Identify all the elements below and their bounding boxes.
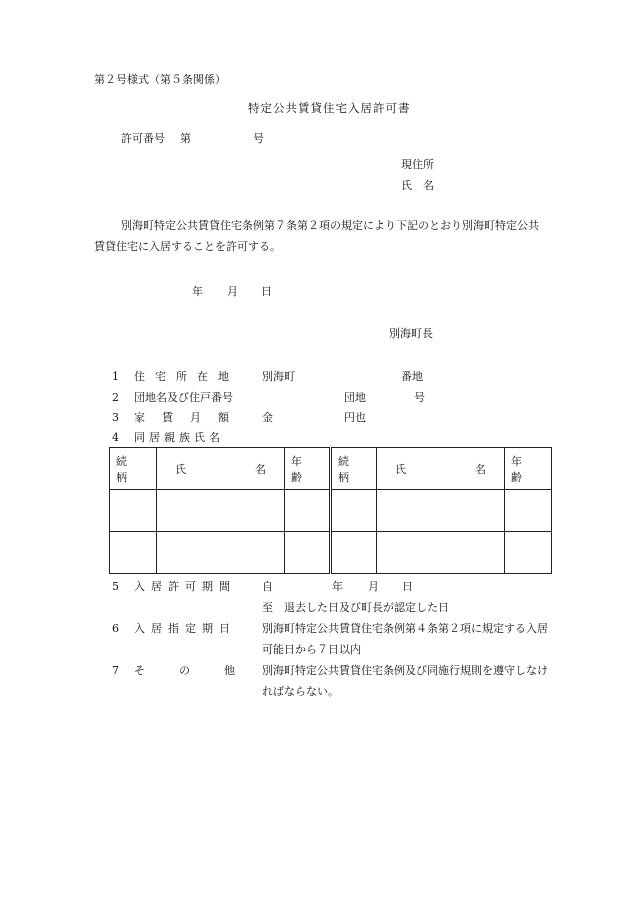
table-row <box>110 532 552 574</box>
item-1-town: 別海町 <box>262 370 295 383</box>
header-name <box>157 448 285 490</box>
header-age <box>285 448 331 490</box>
table-cell <box>110 490 157 532</box>
header-age-2-text: 年齢 <box>511 454 529 484</box>
item-7-line-2: ればならない。 <box>262 685 339 698</box>
header-relation-2-text: 続柄 <box>338 454 358 484</box>
item-6-line-1: 別海町特定公共賃貸住宅条例第４条第２項に規定する入居 <box>262 622 548 635</box>
table-cell <box>157 532 285 574</box>
address-label: 現住所 <box>401 158 434 171</box>
item-3-suffix: 円也 <box>344 411 366 424</box>
item-3-kin: 金 <box>262 411 273 424</box>
item-5-from: 自 <box>262 580 273 593</box>
item-7-label: その他 <box>134 664 269 677</box>
table-cell <box>377 490 505 532</box>
item-5-number: 5 <box>112 580 119 593</box>
item-2-danchi: 団地 <box>344 391 366 404</box>
item-3-number: 3 <box>112 411 119 424</box>
header-name-left: 氏 <box>175 462 186 476</box>
header-name-right: 名 <box>255 462 266 476</box>
table-cell <box>377 532 505 574</box>
header-age-text: 年齢 <box>291 454 309 484</box>
body-text-line-2: 賃貸住宅に入居することを許可する。 <box>94 240 281 253</box>
table-cell <box>331 490 377 532</box>
item-4-number: 4 <box>112 431 119 444</box>
item-5-label: 入居許可期間 <box>134 580 236 593</box>
table-cell <box>285 532 331 574</box>
issuer: 別海町長 <box>389 327 433 340</box>
table-header-row <box>110 448 552 490</box>
item-1-label <box>134 370 238 384</box>
document-title: 特定公共賃貸住宅入居許可書 <box>248 101 411 115</box>
table-cell <box>505 532 552 574</box>
permit-number-label: 許可番号 <box>121 132 165 145</box>
table-cell <box>110 532 157 574</box>
item-5-day: 日 <box>402 580 413 593</box>
header-age-2 <box>505 448 552 490</box>
item-6-label: 入居指定期日 <box>134 622 236 635</box>
date-day: 日 <box>261 285 272 298</box>
table-row <box>110 490 552 532</box>
permit-number-prefix: 第 <box>180 132 191 145</box>
item-6-number: 6 <box>112 622 119 635</box>
item-6-line-2: 可能日から７日以内 <box>262 643 361 656</box>
item-1-suffix: 番地 <box>401 370 423 383</box>
item-2-suffix: 号 <box>414 391 425 404</box>
item-4-label: 同居親族氏名 <box>134 431 224 444</box>
header-relation-text: 続柄 <box>116 454 136 484</box>
header-name-2-left: 氏 <box>395 462 406 476</box>
item-2-number: 2 <box>112 391 119 404</box>
item-2-label: 団地名及び住戸番号 <box>134 391 233 404</box>
header-relation-2 <box>331 448 377 490</box>
name-label: 氏 名 <box>401 179 434 192</box>
date-year: 年 <box>192 285 203 298</box>
table-cell <box>505 490 552 532</box>
body-text-line-1: 別海町特定公共賃貸住宅条例第７条第２項の規定により下記のとおり別海町特定公共 <box>121 219 539 232</box>
header-relation <box>110 448 157 490</box>
table-cell <box>331 532 377 574</box>
item-3-label: 家賃月額 <box>134 411 246 424</box>
permit-number-suffix: 号 <box>253 132 264 145</box>
family-members-table <box>109 447 552 574</box>
table-cell <box>285 490 331 532</box>
item-5-to: 至 退去した日及び町長が認定した日 <box>262 601 449 614</box>
item-1-label-text: 住宅所在地 <box>134 370 239 383</box>
item-5-month: 月 <box>368 580 379 593</box>
item-7-number: 7 <box>112 664 119 677</box>
header-name-2 <box>377 448 505 490</box>
item-7-line-1: 別海町特定公共賃貸住宅条例及び同施行規則を遵守しなけ <box>262 664 548 677</box>
item-5-year: 年 <box>332 580 343 593</box>
form-number: 第２号様式（第５条関係） <box>94 73 226 86</box>
item-1-number: 1 <box>112 370 119 383</box>
table-cell <box>157 490 285 532</box>
header-name-2-right: 名 <box>475 462 486 476</box>
date-month: 月 <box>227 285 238 298</box>
